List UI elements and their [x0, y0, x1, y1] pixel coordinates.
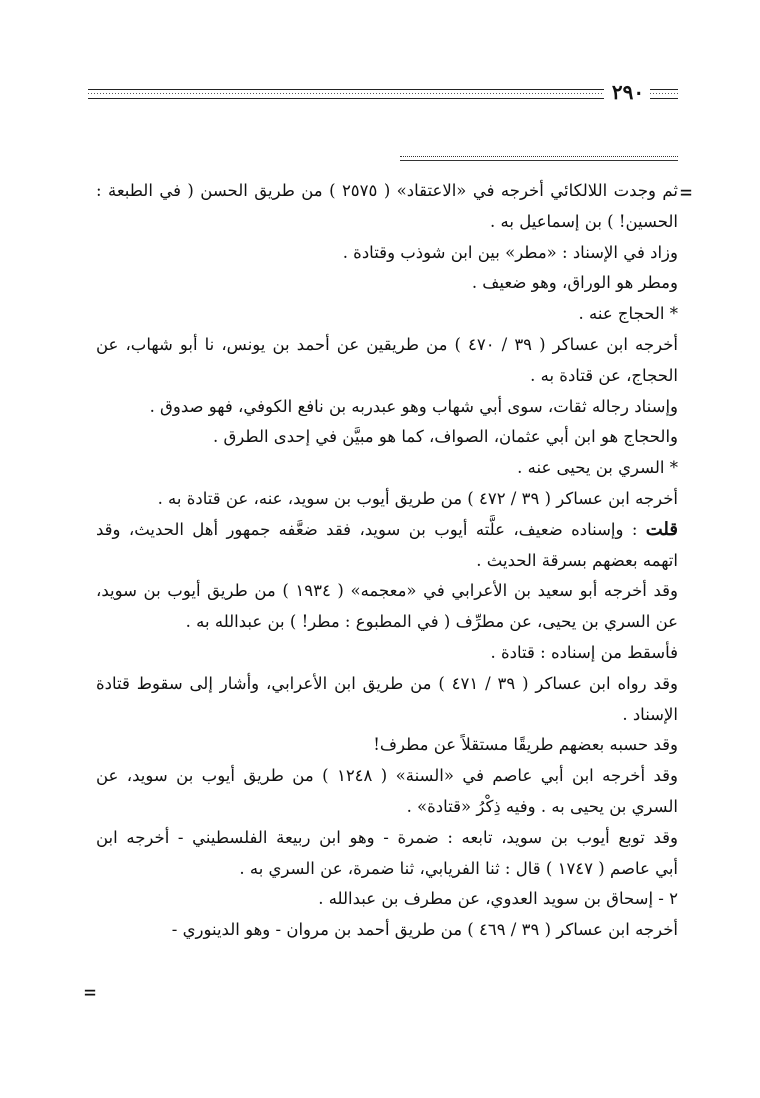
text-line: عن السري بن يحيى، عن مطرِّف ( في المطبوع : مطر! ) بن عبدالله به . — [185, 612, 678, 632]
text-line: وزاد في الإسناد : «مطر» بين ابن شوذب وقتادة . — [342, 242, 678, 262]
text-line: * السري بن يحيى عنه . — [517, 458, 678, 478]
text-line: ثم وجدت اللالكائي أخرجه في «الاعتقاد» ( ٢٥٧٥ ) من طريق الحسن ( في الطبعة : — [96, 181, 678, 200]
text-line: أبي عاصم ( ١٧٤٧ ) قال : ثنا الفريابي، ثنا ضمرة، عن السري به . — [239, 858, 678, 878]
text-line: وقد أخرجه أبو سعيد بن الأعرابي في «معجمه» ( ١٩٣٤ ) من طريق أيوب بن سويد، — [96, 581, 678, 601]
text-line: أخرجه ابن عساكر ( ٣٩ / ٤٧٢ ) من طريق أيوب بن سويد، عنه، عن قتادة به . — [157, 488, 678, 508]
qult-label: قلت — [645, 518, 678, 540]
text-line: اتهمه بعضهم بسرقة الحديث . — [476, 550, 678, 570]
text-line: وقد أخرجه ابن أبي عاصم في «السنة» ( ١٢٤٨ ) من طريق أيوب بن سويد، عن — [96, 766, 678, 786]
page-number: ٢٩٠ — [611, 80, 645, 104]
text-line: وقد حسبه بعضهم طريقًا مستقلاً عن مطرف! — [373, 735, 678, 755]
header-rule-right — [650, 89, 678, 99]
text-line: السري بن يحيى به . وفيه ذِكْرُ «قتادة» . — [406, 796, 678, 816]
text-line: الحسين! ) بن إسماعيل به . — [490, 211, 678, 231]
text-line: وإسناد رجاله ثقات، سوى أبي شهاب وهو عبدربه بن نافع الكوفي، فهو صدوق . — [149, 396, 678, 416]
text-line: والحجاج هو ابن أبي عثمان، الصواف، كما هو مبيَّن في إحدى الطرق . — [213, 427, 678, 447]
text-line: * الحجاج عنه . — [578, 304, 678, 324]
text-line: الإسناد . — [622, 704, 678, 724]
text-line-qult: قلت : وإسناده ضعيف، علَّته أيوب بن سويد، فقد ضعَّفه جمهور أهل الحديث، وقد — [96, 518, 678, 540]
text-line: وقد رواه ابن عساكر ( ٣٩ / ٤٧١ ) من طريق ابن الأعرابي، وأشار إلى سقوط قتادة — [96, 673, 678, 693]
body-text — [96, 176, 678, 946]
footnote-separator — [400, 156, 678, 161]
header-rule-left — [88, 89, 604, 99]
text-line: فأسقط من إسناده : قتادة . — [490, 642, 678, 662]
text-line: ومطر هو الوراق، وهو ضعيف . — [471, 273, 678, 293]
text-line: وقد توبع أيوب بن سويد، تابعه : ضمرة - وهو ابن ربيعة الفلسطيني - أخرجه ابن — [96, 827, 678, 847]
continuation-mark-top: = — [680, 180, 693, 204]
continuation-mark-bottom: = — [84, 980, 97, 1004]
text-line: أخرجه ابن عساكر ( ٣٩ / ٤٦٩ ) من طريق أحمد بن مروان - وهو الدينوري - — [171, 920, 678, 940]
text-line: أخرجه ابن عساكر ( ٣٩ / ٤٧٠ ) من طريقين عن أحمد بن يونس، نا أبو شهاب، عن — [96, 334, 678, 354]
text-line: الحجاج، عن قتادة به . — [530, 365, 678, 385]
text-line: ٢ - إسحاق بن سويد العدوي، عن مطرف بن عبدالله . — [318, 889, 678, 909]
